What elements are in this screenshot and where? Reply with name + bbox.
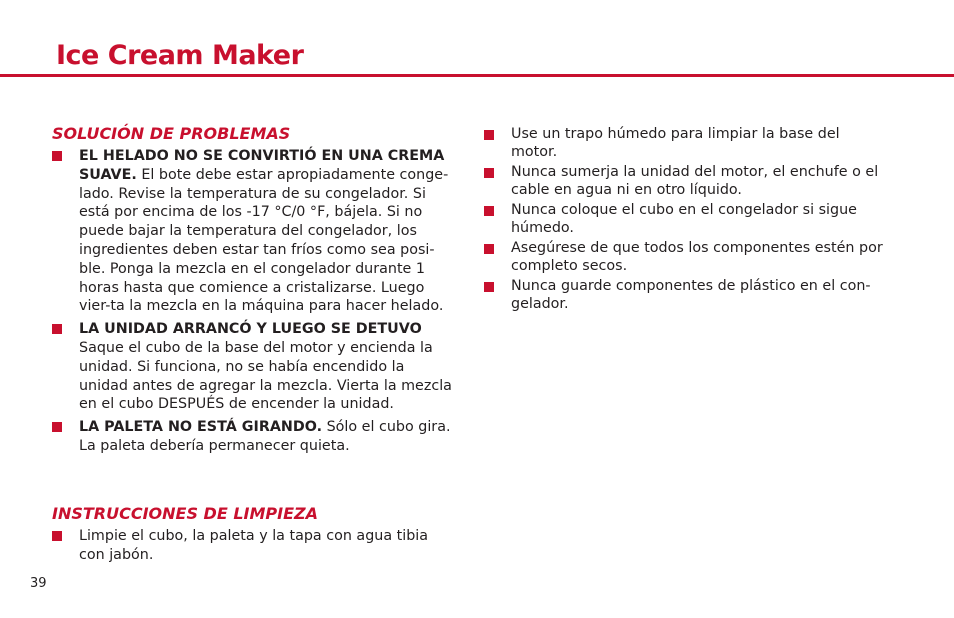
left-column xyxy=(52,124,454,568)
item-text: Nunca guarde componentes de plástico en el con-gelador. xyxy=(511,278,871,312)
square-bullet-icon xyxy=(484,168,494,178)
cleaning-list-right xyxy=(484,126,884,313)
item-text: Nunca sumerja la unidad del motor, el enchufe o el cable en agua ni en otro líquido. xyxy=(511,164,879,198)
list-item xyxy=(52,418,454,456)
square-bullet-icon xyxy=(484,282,494,292)
page-title: Ice Cream Maker xyxy=(56,40,304,71)
list-item xyxy=(484,126,884,161)
list-item xyxy=(52,320,454,414)
cleaning-heading: INSTRUCCIONES DE LIMPIEZA xyxy=(52,503,318,523)
list-item xyxy=(484,240,884,275)
item-text: Nunca coloque el cubo en el congelador si sigue húmedo. xyxy=(511,202,857,236)
square-bullet-icon xyxy=(484,130,494,140)
square-bullet-icon xyxy=(484,244,494,254)
item-lead: EL HELADO NO SE CONVIRTIÓ EN UNA CREMA SUAVE. xyxy=(79,148,445,183)
item-text: Limpie el cubo, la paleta y la tapa con agua tibia con jabón. xyxy=(79,527,429,563)
item-text: Saque el cubo de la base del motor y encienda la unidad. Si funciona, no se había encendido la unidad antes de agregar la mezcla. Vierta la mezcla en el cubo DESPUÉS de encender la unidad. xyxy=(79,339,452,413)
square-bullet-icon xyxy=(52,531,62,541)
header-rule xyxy=(0,74,954,77)
list-item xyxy=(52,147,454,316)
list-item xyxy=(484,202,884,237)
cleaning-list-left xyxy=(52,527,454,565)
square-bullet-icon xyxy=(52,422,62,432)
square-bullet-icon xyxy=(484,206,494,216)
item-text: Sólo el cubo gira. La paleta debería permanecer quieta. xyxy=(79,419,451,454)
list-item xyxy=(484,278,884,313)
list-item xyxy=(52,527,454,565)
item-text: Asegúrese de que todos los componentes estén por completo secos. xyxy=(511,240,883,274)
item-lead: LA PALETA NO ESTÁ GIRANDO. xyxy=(79,419,323,436)
page-number: 39 xyxy=(30,576,47,591)
item-text: Use un trapo húmedo para limpiar la base del motor. xyxy=(511,126,840,160)
troubleshooting-heading: SOLUCIÓN DE PROBLEMAS xyxy=(52,124,291,143)
troubleshooting-list xyxy=(52,147,454,456)
item-lead: LA UNIDAD ARRANCÓ Y LUEGO SE DETUVO xyxy=(79,321,422,338)
square-bullet-icon xyxy=(52,151,62,161)
right-column xyxy=(484,126,884,316)
item-text: El bote debe estar apropiadamente conge-lado. Revise la temperatura de su congelador. Si está por encima de los -17 °C/0 °F, bájela. Si no puede bajar la temperatura del congelador, los ingredientes deben estar tan fríos como sea posi-ble. Ponga la mezcla en el congelador durante 1 horas hasta que comience a cristalizarse. Luego vier-ta la mezcla en la máquina para hacer helado. xyxy=(79,166,449,315)
list-item xyxy=(484,164,884,199)
square-bullet-icon xyxy=(52,324,62,334)
